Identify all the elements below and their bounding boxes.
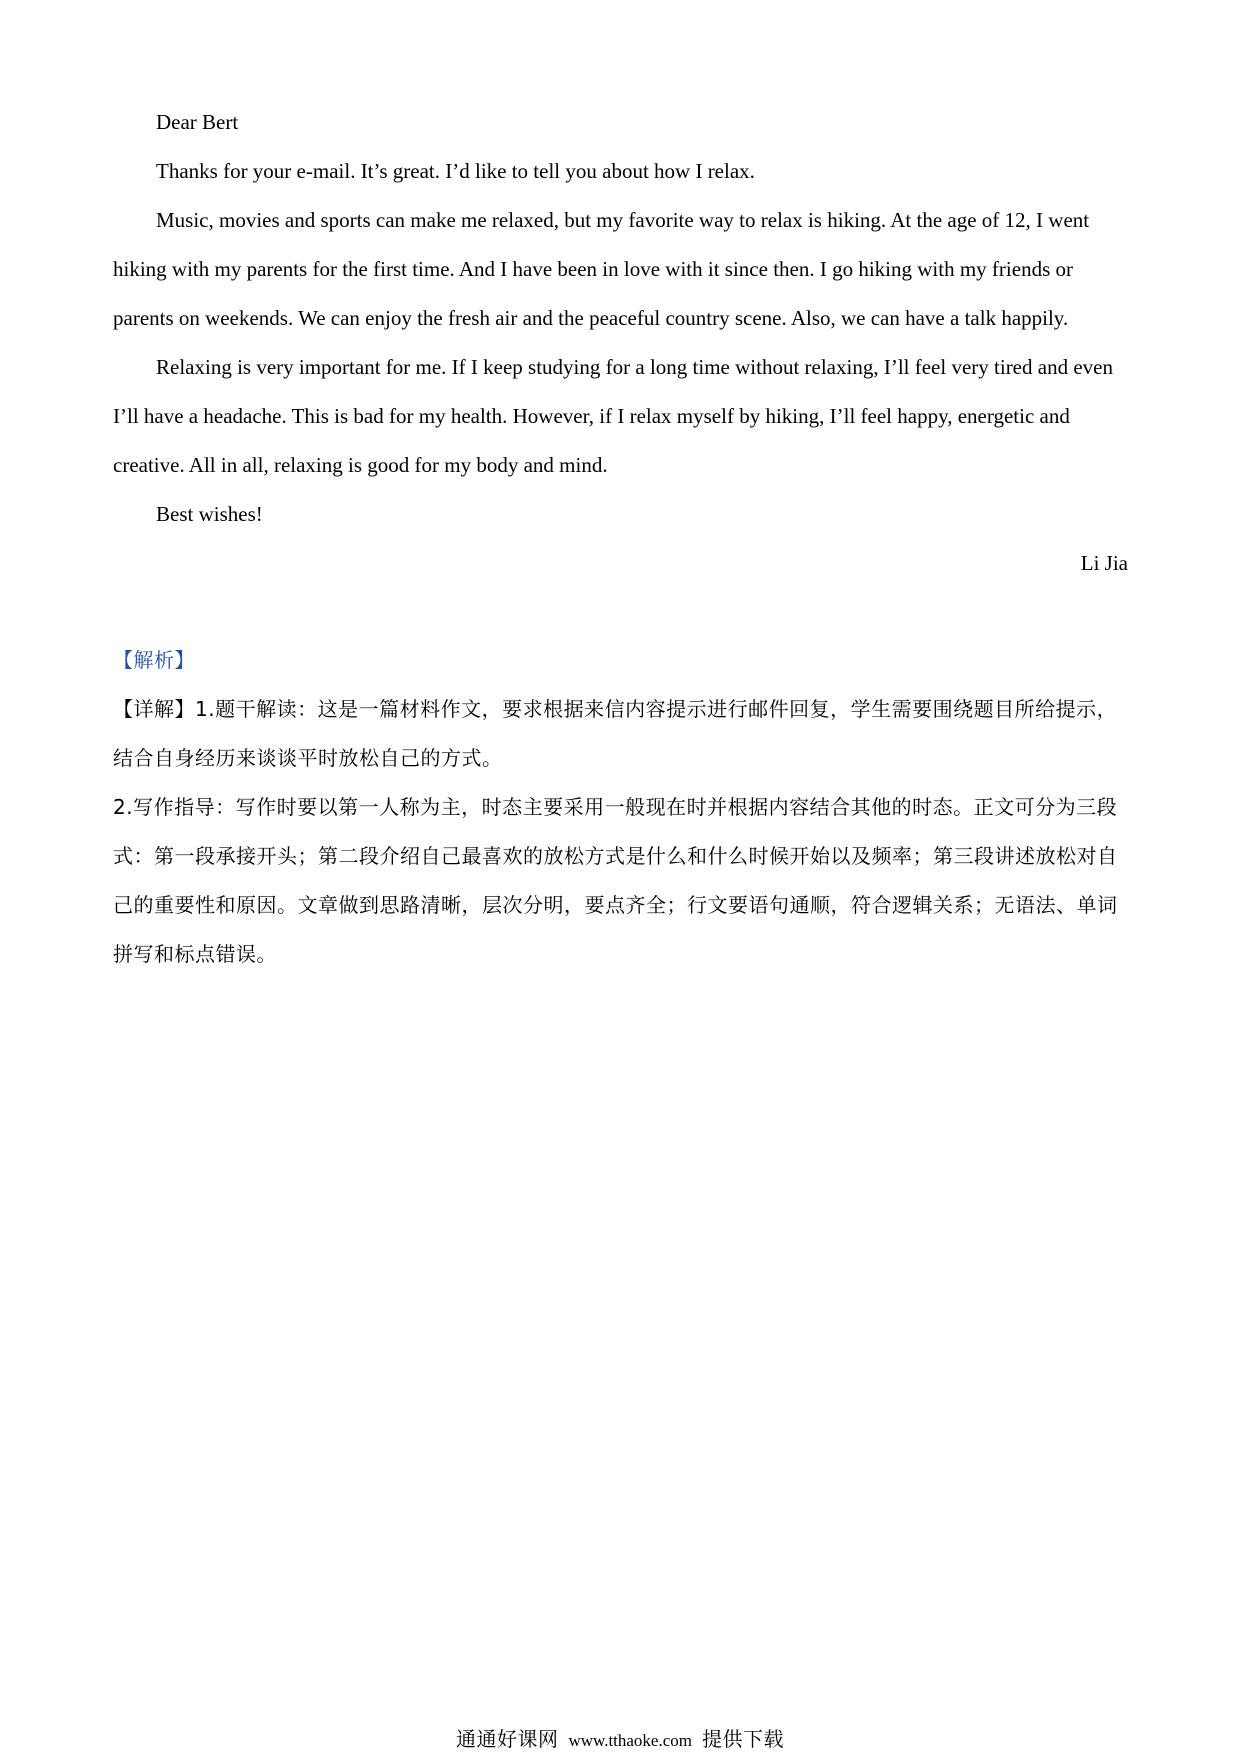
letter-salutation: Dear Bert	[156, 110, 239, 134]
detail-text: 1.题干解读：这是一篇材料作文，要求根据来信内容提示进行邮件回复，学生需要围绕题目所给提示，结合自身经历来谈谈平时放松自己的方式。	[113, 697, 1118, 770]
analysis-section	[113, 636, 1130, 979]
analysis-heading: 【解析】	[113, 648, 195, 672]
detail-label: 【详解】	[113, 697, 195, 721]
letter-signature: Li Jia	[1080, 551, 1128, 575]
letter-paragraph: Music, movies and sports can make me relaxed, but my favorite way to relax is hiking. At the age of 12, I went hiking with my parents for the first time. And I have been in love with it since then. I go hiking with my friends or parents on weekends. We can enjoy the fresh air and the peaceful country scene. Also, we can have a talk happily.	[113, 208, 1090, 330]
footer-site-name: 通通好课网	[455, 1727, 559, 1751]
page-footer	[0, 1728, 1240, 1752]
analysis-detail	[113, 685, 1130, 783]
letter-body	[113, 98, 1130, 588]
letter-paragraph: Thanks for your e-mail. It’s great. I’d like to tell you about how I relax.	[156, 159, 755, 183]
footer-url[interactable]: www.tthaoke.com	[568, 1731, 693, 1750]
analysis-guidance: 2.写作指导：写作时要以第一人称为主，时态主要采用一般现在时并根据内容结合其他的时态。正文可分为三段式：第一段承接开头；第二段介绍自己最喜欢的放松方式是什么和什么时候开始以及频率；第三段讲述放松对自己的重要性和原因。文章做到思路清晰，层次分明，要点齐全；行文要语句通顺，符合逻辑关系；无语法、单词拼写和标点错误。	[113, 795, 1118, 966]
footer-suffix: 提供下载	[702, 1727, 785, 1751]
letter-closing: Best wishes!	[156, 502, 263, 526]
letter-paragraph: Relaxing is very important for me. If I keep studying for a long time without relaxing, I’ll feel very tired and even I’ll have a headache. This is bad for my health. However, if I relax myself by hiking, I’ll feel happy, energetic and creative. All in all, relaxing is good for my body and mind.	[113, 355, 1113, 477]
